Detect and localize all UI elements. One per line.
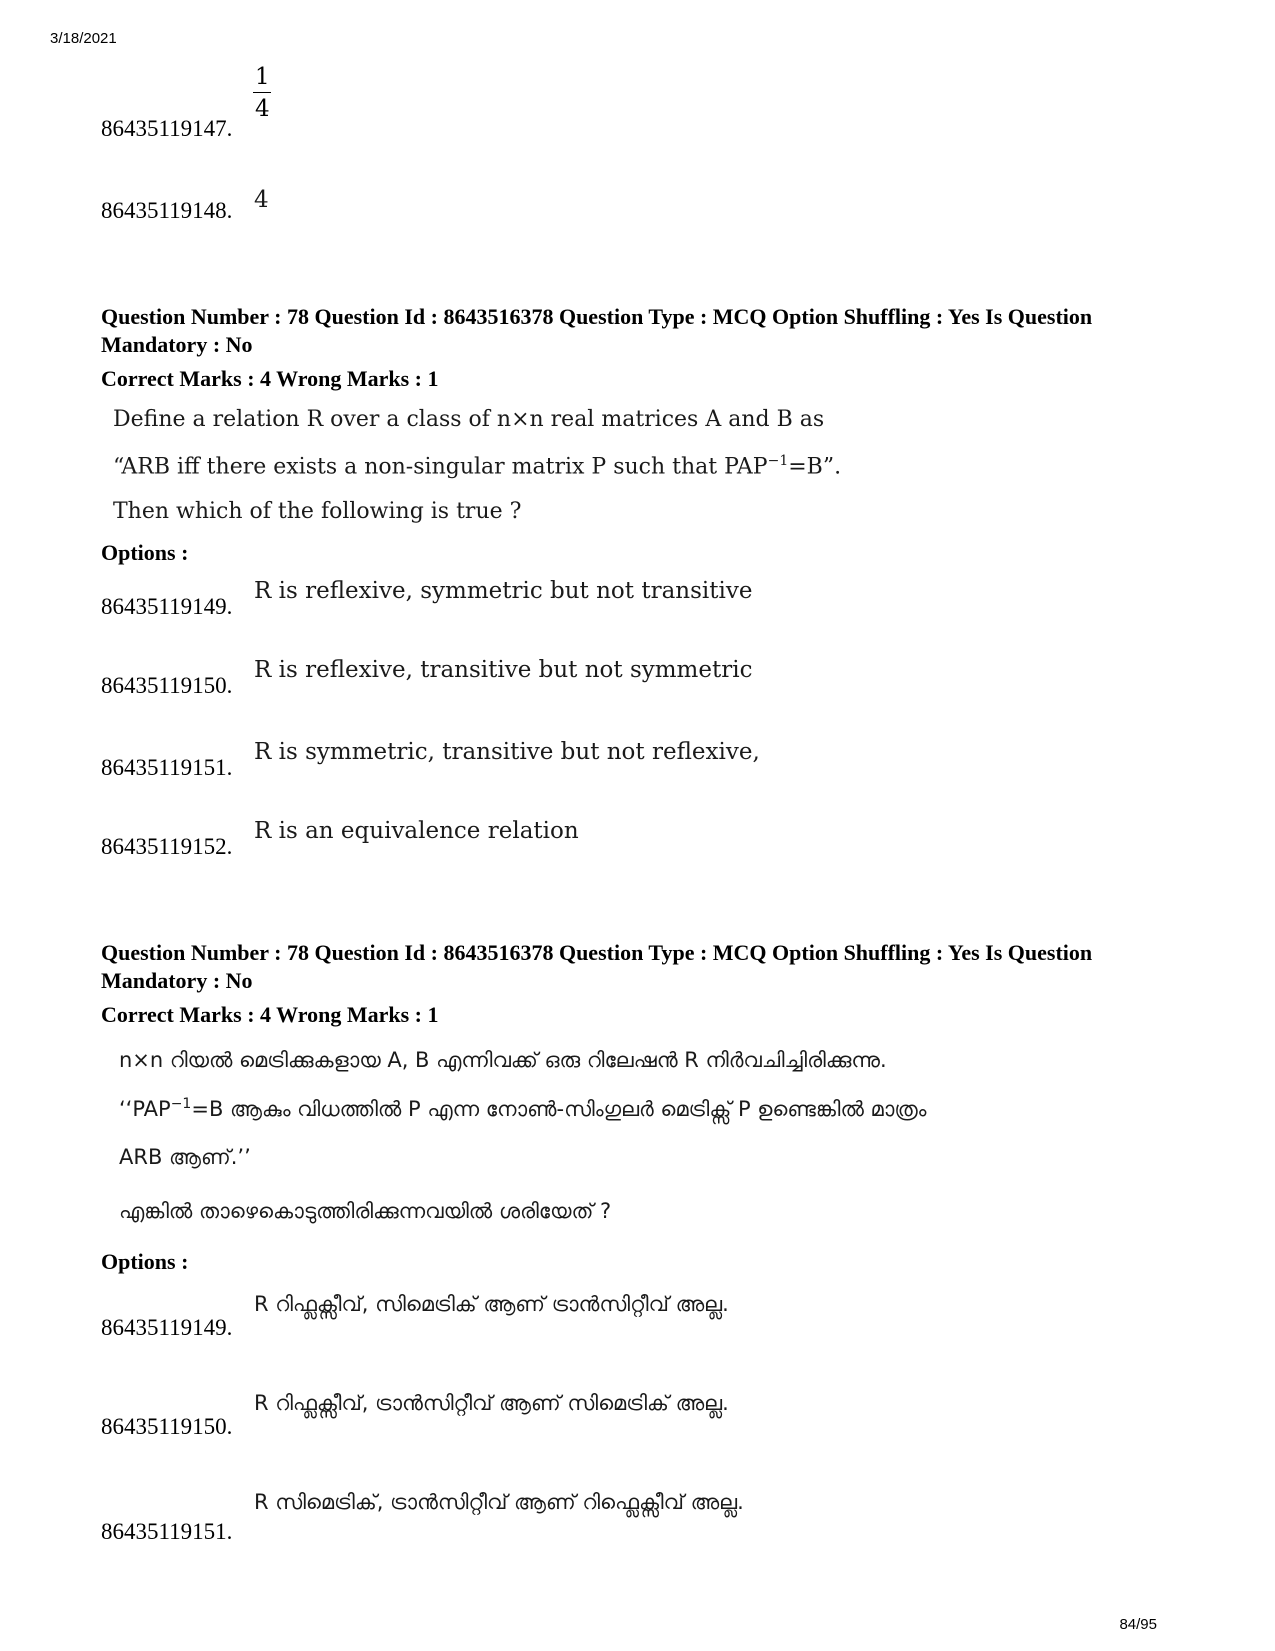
question-header: Question Number : 78 Question Id : 8643516378 Question Type : MCQ Option Shuffling : Yes Is Question Mandatory : No [101,304,1093,357]
options-label: Options : [101,1249,189,1274]
text-segment: “ARB iff there exists a non-singular matrix P such that PAP [113,454,768,480]
option-id: 86435119150. [101,1414,233,1439]
superscript: −1 [767,453,789,469]
options-label: Options : [101,540,189,565]
option-id: 86435119151. [101,1519,233,1544]
option-text: R is an equivalence relation [254,818,579,844]
superscript: −1 [170,1096,192,1112]
option-id: 86435119148. [101,198,233,223]
text-segment: ‘‘PAP [119,1097,171,1121]
question-text-line: Define a relation R over a class of n×n real matrices A and B as [113,407,825,432]
option-id: 86435119149. [101,1315,233,1340]
option-text: R is reflexive, transitive but not symmetric [254,657,753,683]
question-text-line: ARB ആണ്.’’ [119,1145,251,1169]
question-header: Question Number : 78 Question Id : 8643516378 Question Type : MCQ Option Shuffling : Yes Is Question Mandatory : No [101,940,1093,993]
print-date: 3/18/2021 [50,30,117,47]
option-text: R is symmetric, transitive but not reflexive, [254,739,760,765]
option-text: 4 [254,187,269,213]
page-number: 84/95 [1119,1616,1157,1633]
question-text-line [119,1096,926,1122]
question-text-line: എങ്കിൽ താഴെകൊടുത്തിരിക്കുന്നവയിൽ ശരിയേത് ? [119,1199,612,1223]
option-id: 86435119150. [101,673,233,698]
fraction-one-quarter [253,66,272,121]
question-marks: Correct Marks : 4 Wrong Marks : 1 [101,1002,439,1027]
fraction-denominator: 4 [255,96,270,122]
option-id: 86435119147. [101,116,233,141]
question-text-line: n×n റിയൽ മെട്രിക്കുകളായ A, B എന്നിവക്ക് ഒരു റിലേഷൻ R നിർവചിച്ചിരിക്കുന്നു. [119,1048,887,1072]
text-segment: =B ആകും വിധത്തിൽ P എന്ന നോൺ-സിംഗുലർ മെട്രിക്സ് P ഉണ്ടെങ്കിൽ മാത്രം [191,1097,927,1121]
option-text: R is reflexive, symmetric but not transitive [254,578,753,604]
question-text-line [113,453,841,479]
question-text-line: Then which of the following is true ? [113,499,522,524]
option-id: 86435119149. [101,594,233,619]
text-segment: =B”. [788,454,842,480]
option-text: R റിഫ്ലക്സീവ്, സിമെട്രിക് ആണ് ട്രാൻസിറ്റീവ് അല്ല. [254,1292,729,1316]
option-id: 86435119152. [101,834,233,859]
fraction-numerator: 1 [255,64,270,90]
option-text: R സിമെട്രിക്, ട്രാൻസിറ്റീവ് ആണ് റിഫ്ലെക്സീവ് അല്ല. [254,1490,744,1514]
question-marks: Correct Marks : 4 Wrong Marks : 1 [101,366,439,391]
option-text: R റിഫ്ലക്സീവ്, ട്രാൻസിറ്റീവ് ആണ് സിമെട്രിക് അല്ല. [254,1391,729,1415]
option-id: 86435119151. [101,755,233,780]
